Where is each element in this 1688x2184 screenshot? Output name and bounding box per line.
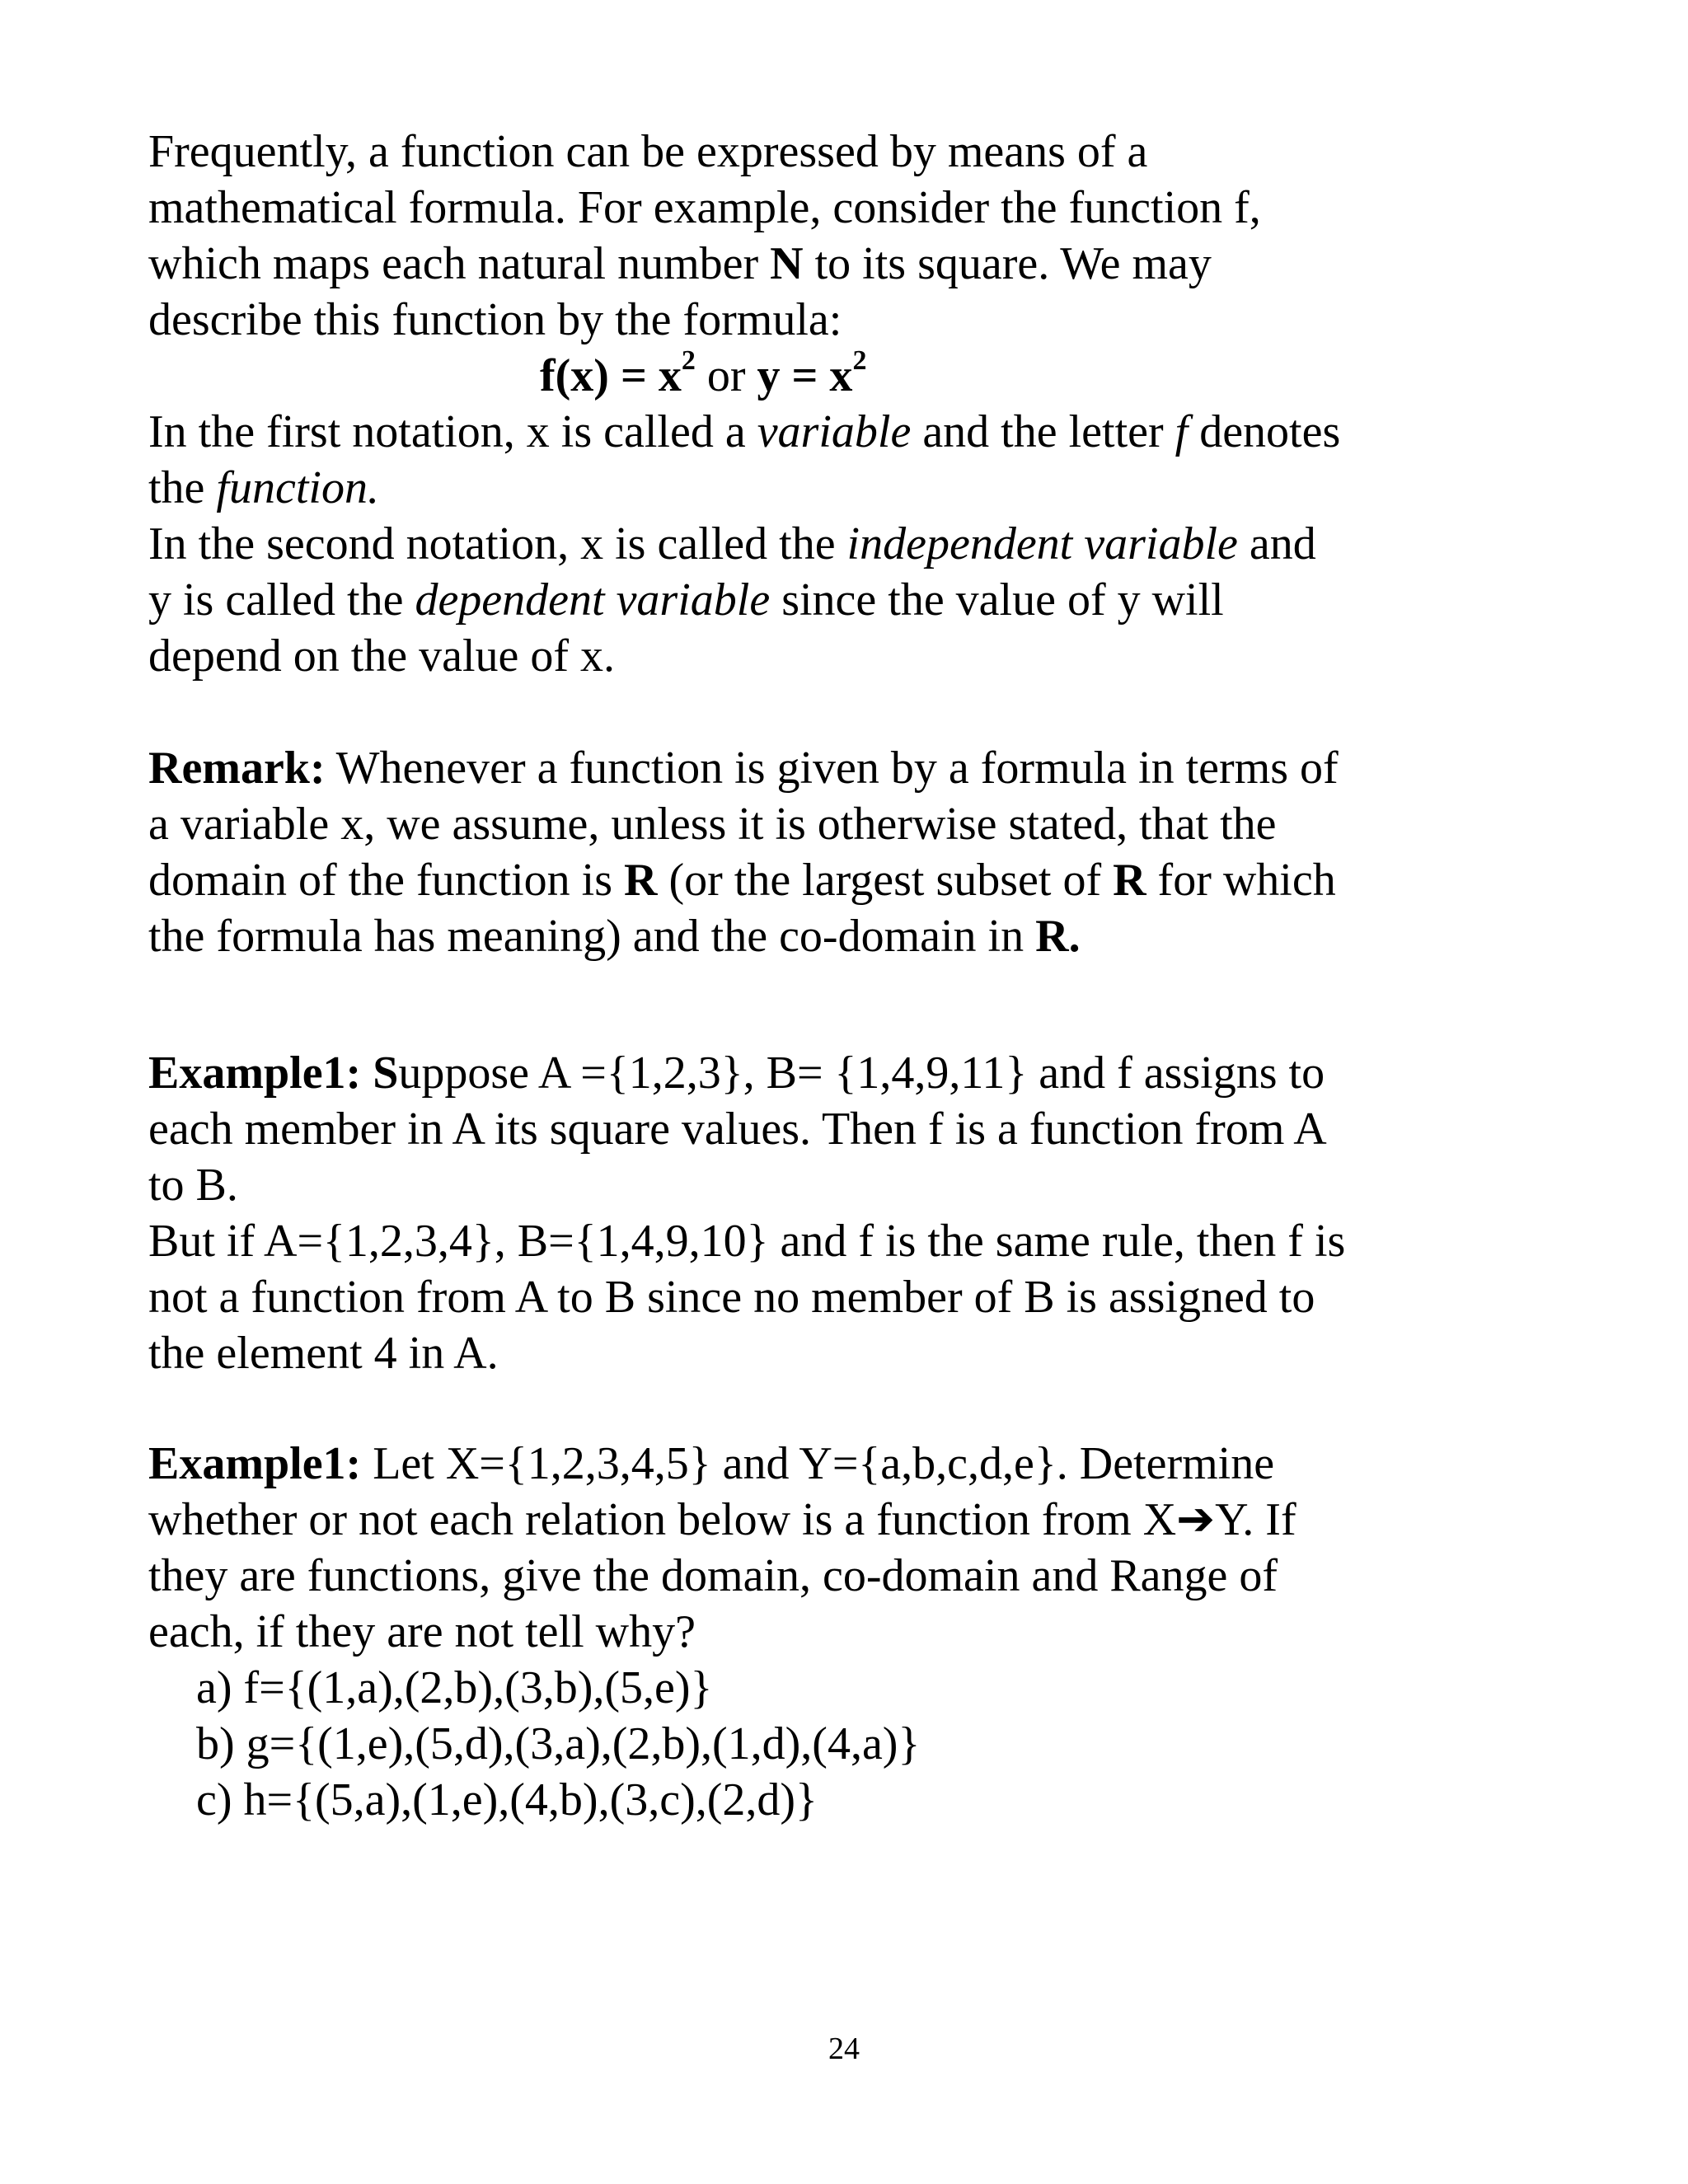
italic-term: function. — [216, 462, 379, 513]
text-span: each, if they are not tell why? — [148, 1606, 696, 1657]
text-span: mathematical formula. For example, consider the function f, — [148, 182, 1261, 233]
text-span: and the letter — [911, 406, 1175, 457]
text-span: Frequently, a function can be expressed by means of a — [148, 126, 1148, 177]
text-span: which maps each natural number — [148, 238, 771, 289]
text-span: for which — [1146, 855, 1336, 906]
italic-term: independent variable — [846, 518, 1238, 569]
relation-item-c — [196, 1772, 818, 1828]
real-numbers-symbol: R. — [1035, 911, 1081, 962]
text-span: denotes — [1188, 406, 1341, 457]
example-2-line-4 — [148, 1604, 696, 1660]
natural-numbers-symbol: N — [770, 238, 804, 289]
italic-term: f — [1175, 406, 1189, 457]
formula-left: f(x) = x — [540, 350, 682, 401]
text-span: the — [148, 462, 217, 513]
text-span: depend on the value of x. — [148, 630, 616, 682]
example-1-line-5 — [148, 1269, 1315, 1325]
text-span: b) g={(1,e),(5,d),(3,a),(2,b),(1,d),(4,a)} — [196, 1718, 921, 1769]
exponent: 2 — [852, 345, 867, 377]
example-2-line-3 — [148, 1548, 1278, 1604]
example-1-line-1 — [148, 1045, 1325, 1101]
text-span: uppose A ={1,2,3}, B= {1,4,9,11} and f assigns to — [398, 1047, 1325, 1099]
relation-item-a — [196, 1660, 712, 1716]
example-label: Example1: — [148, 1438, 362, 1489]
remark-line-1 — [148, 740, 1339, 796]
text-span: c) h={(5,a),(1,e),(4,b),(3,c),(2,d)} — [196, 1774, 818, 1825]
exponent: 2 — [681, 345, 696, 377]
example-1-line-2 — [148, 1101, 1327, 1157]
real-numbers-symbol: R — [624, 855, 658, 906]
page-number: 24 — [828, 2032, 860, 2066]
example-1-line-4 — [148, 1213, 1345, 1269]
text-span: to B. — [148, 1160, 238, 1211]
paragraph-3-line-3 — [148, 628, 615, 684]
example-label: Example1: S — [148, 1047, 399, 1099]
paragraph-2-line-1 — [148, 404, 1340, 460]
example-2-line-2 — [148, 1492, 1296, 1548]
text-span: not a function from A to B since no member of B is assigned to — [148, 1272, 1315, 1323]
paragraph-1-line-2 — [148, 180, 1261, 236]
text-span: Let X={1,2,3,4,5} and Y={a,b,c,d,e}. Determine — [361, 1438, 1275, 1489]
italic-term: dependent variable — [415, 574, 771, 626]
text-span: Whenever a function is given by a formula in terms of — [325, 743, 1339, 794]
formula — [540, 345, 867, 404]
paragraph-1-line-1 — [148, 124, 1147, 180]
text-span: the element 4 in A. — [148, 1328, 499, 1379]
text-span: (or the largest subset of — [657, 855, 1114, 906]
text-span: domain of the function is — [148, 855, 625, 906]
paragraph-1-line-4 — [148, 292, 842, 348]
text-span: describe this function by the formula: — [148, 294, 842, 345]
paragraph-1-line-3 — [148, 236, 1212, 292]
remark-line-4 — [148, 908, 1081, 964]
remark-line-3 — [148, 852, 1336, 908]
text-span: whether or not each relation below is a function from X➔Y. If — [148, 1494, 1296, 1545]
text-span: But if A={1,2,3,4}, B={1,4,9,10} and f is the same rule, then f is — [148, 1216, 1346, 1267]
remark-label: Remark: — [148, 743, 326, 794]
text-span: a variable x, we assume, unless it is otherwise stated, that the — [148, 799, 1277, 850]
real-numbers-symbol: R — [1113, 855, 1146, 906]
text-span: each member in A its square values. Then f is a function from A — [148, 1104, 1327, 1155]
remark-line-2 — [148, 796, 1277, 852]
paragraph-2-line-2 — [148, 460, 379, 516]
relation-item-b — [196, 1716, 920, 1772]
text-span: In the first notation, x is called a — [148, 406, 757, 457]
paragraph-3-line-2 — [148, 572, 1224, 628]
text-span: they are functions, give the domain, co-domain and Range of — [148, 1550, 1278, 1601]
text-span: since the value of y will — [770, 574, 1224, 626]
text-span: the formula has meaning) and the co-domain in — [148, 911, 1036, 962]
formula-right: y = x — [757, 350, 853, 401]
text-span: a) f={(1,a),(2,b),(3,b),(5,e)} — [196, 1662, 713, 1713]
example-1-line-6 — [148, 1325, 499, 1381]
example-2-line-1 — [148, 1436, 1274, 1492]
paragraph-3-line-1 — [148, 516, 1316, 572]
text-span: to its square. We may — [803, 238, 1212, 289]
formula-or: or — [695, 350, 757, 401]
text-span: y is called the — [148, 574, 415, 626]
example-1-line-3 — [148, 1157, 238, 1213]
text-span: In the second notation, x is called the — [148, 518, 847, 569]
text-span: and — [1237, 518, 1316, 569]
italic-term: variable — [757, 406, 912, 457]
